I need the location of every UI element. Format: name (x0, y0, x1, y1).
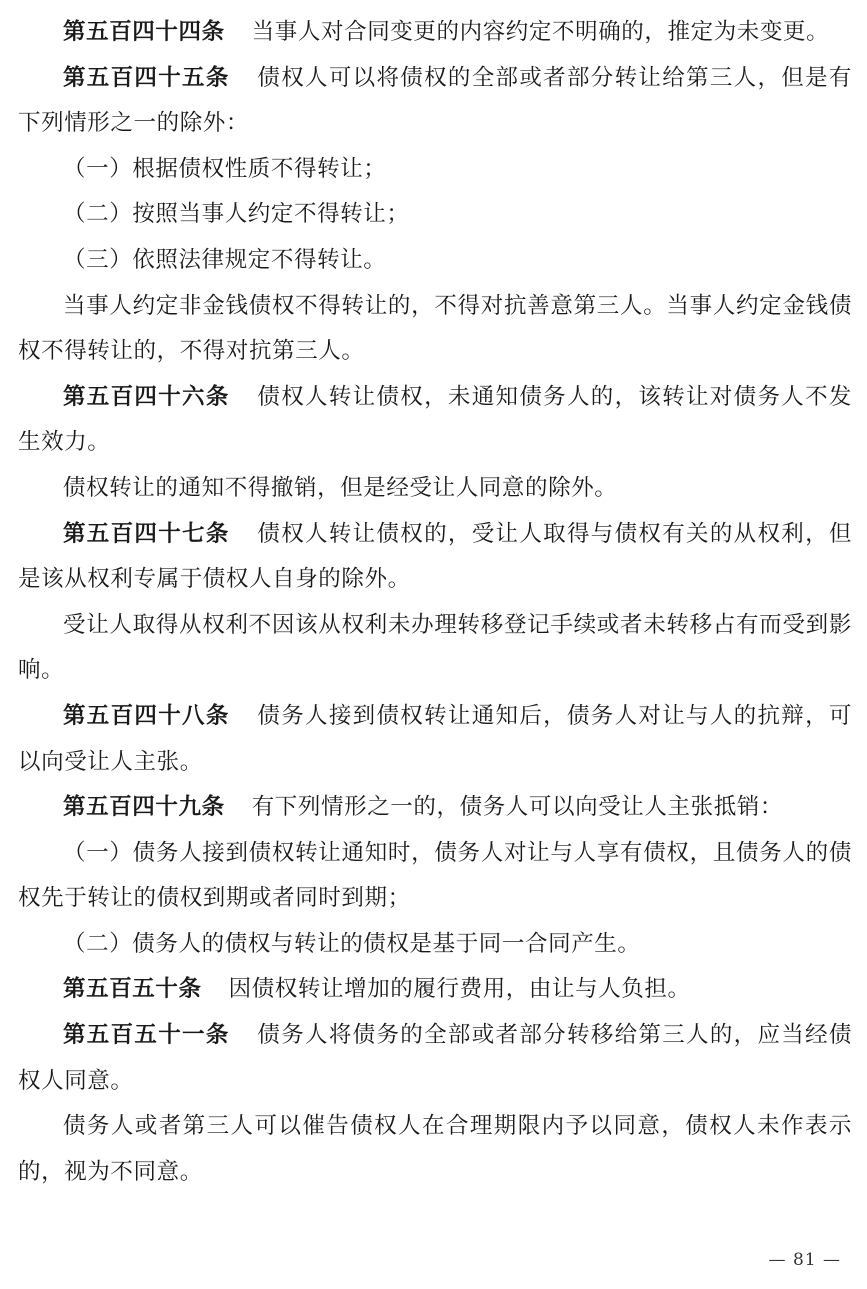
document-page (18, 10, 852, 1195)
list-item (18, 922, 852, 968)
paragraph-text: （二）按照当事人约定不得转让； (63, 201, 410, 228)
article-text: 债权人可以将债权的全部或者部分转让给第三人，但是有下列情形之一的除外： (18, 64, 852, 137)
article-heading: 第五百四十六条 (63, 383, 230, 410)
article-544 (18, 10, 852, 56)
article-text: 债务人接到债权转让通知后，债务人对让与人的抗辩，可以向受让人主张。 (18, 702, 852, 775)
article-549 (18, 785, 852, 831)
list-item (18, 238, 852, 284)
page-number: — 81 — (768, 1250, 841, 1270)
paragraph (18, 603, 852, 694)
article-text: 因债权转让增加的履行费用，由让与人负担。 (228, 976, 691, 1003)
paragraph-text: （一）根据债权性质不得转让； (63, 155, 387, 182)
article-heading: 第五百五十条 (63, 976, 202, 1003)
article-heading: 第五百四十五条 (63, 64, 230, 91)
list-item (18, 192, 852, 238)
list-item (18, 831, 852, 922)
paragraph-text: （一）债务人接到债权转让通知时，债务人对让与人享有债权，且债务人的债权先于转让的债权到期或者同时到期； (18, 839, 852, 912)
article-heading: 第五百四十八条 (63, 702, 230, 729)
article-heading: 第五百四十九条 (63, 794, 225, 821)
list-item (18, 147, 852, 193)
article-text: 债权人转让债权，未通知债务人的，该转让对债务人不发生效力。 (18, 383, 852, 456)
article-547 (18, 512, 852, 603)
paragraph-text: 债务人或者第三人可以催告债权人在合理期限内予以同意，债权人未作表示的，视为不同意。 (18, 1113, 852, 1185)
paragraph-text: （三）依照法律规定不得转让。 (63, 246, 387, 273)
article-548 (18, 694, 852, 785)
article-heading: 第五百四十七条 (63, 520, 230, 547)
paragraph (18, 284, 852, 375)
article-heading: 第五百五十一条 (63, 1022, 230, 1049)
paragraph-text: 受让人取得从权利不因该从权利未办理转移登记手续或者未转移占有而受到影响。 (18, 611, 852, 684)
article-heading: 第五百四十四条 (63, 19, 225, 45)
paragraph-text: （二）债务人的债权与转让的债权是基于同一合同产生。 (63, 930, 641, 957)
article-text: 有下列情形之一的，债务人可以向受让人主张抵销： (251, 794, 784, 821)
article-545 (18, 56, 852, 147)
paragraph-text: 债权转让的通知不得撤销，但是经受让人同意的除外。 (63, 474, 618, 501)
paragraph (18, 1104, 852, 1195)
paragraph-text: 当事人约定非金钱债权不得转让的，不得对抗善意第三人。当事人约定金钱债权不得转让的，不得对抗第三人。 (18, 292, 852, 365)
paragraph (18, 466, 852, 512)
article-551 (18, 1013, 852, 1104)
article-text: 债务人将债务的全部或者部分转移给第三人的，应当经债权人同意。 (18, 1022, 852, 1094)
article-text: 当事人对合同变更的内容约定不明确的，推定为未变更。 (251, 19, 830, 45)
article-text: 债权人转让债权的，受让人取得与债权有关的从权利，但是该从权利专属于债权人自身的除外。 (18, 520, 852, 593)
article-550 (18, 967, 852, 1013)
article-546 (18, 375, 852, 466)
